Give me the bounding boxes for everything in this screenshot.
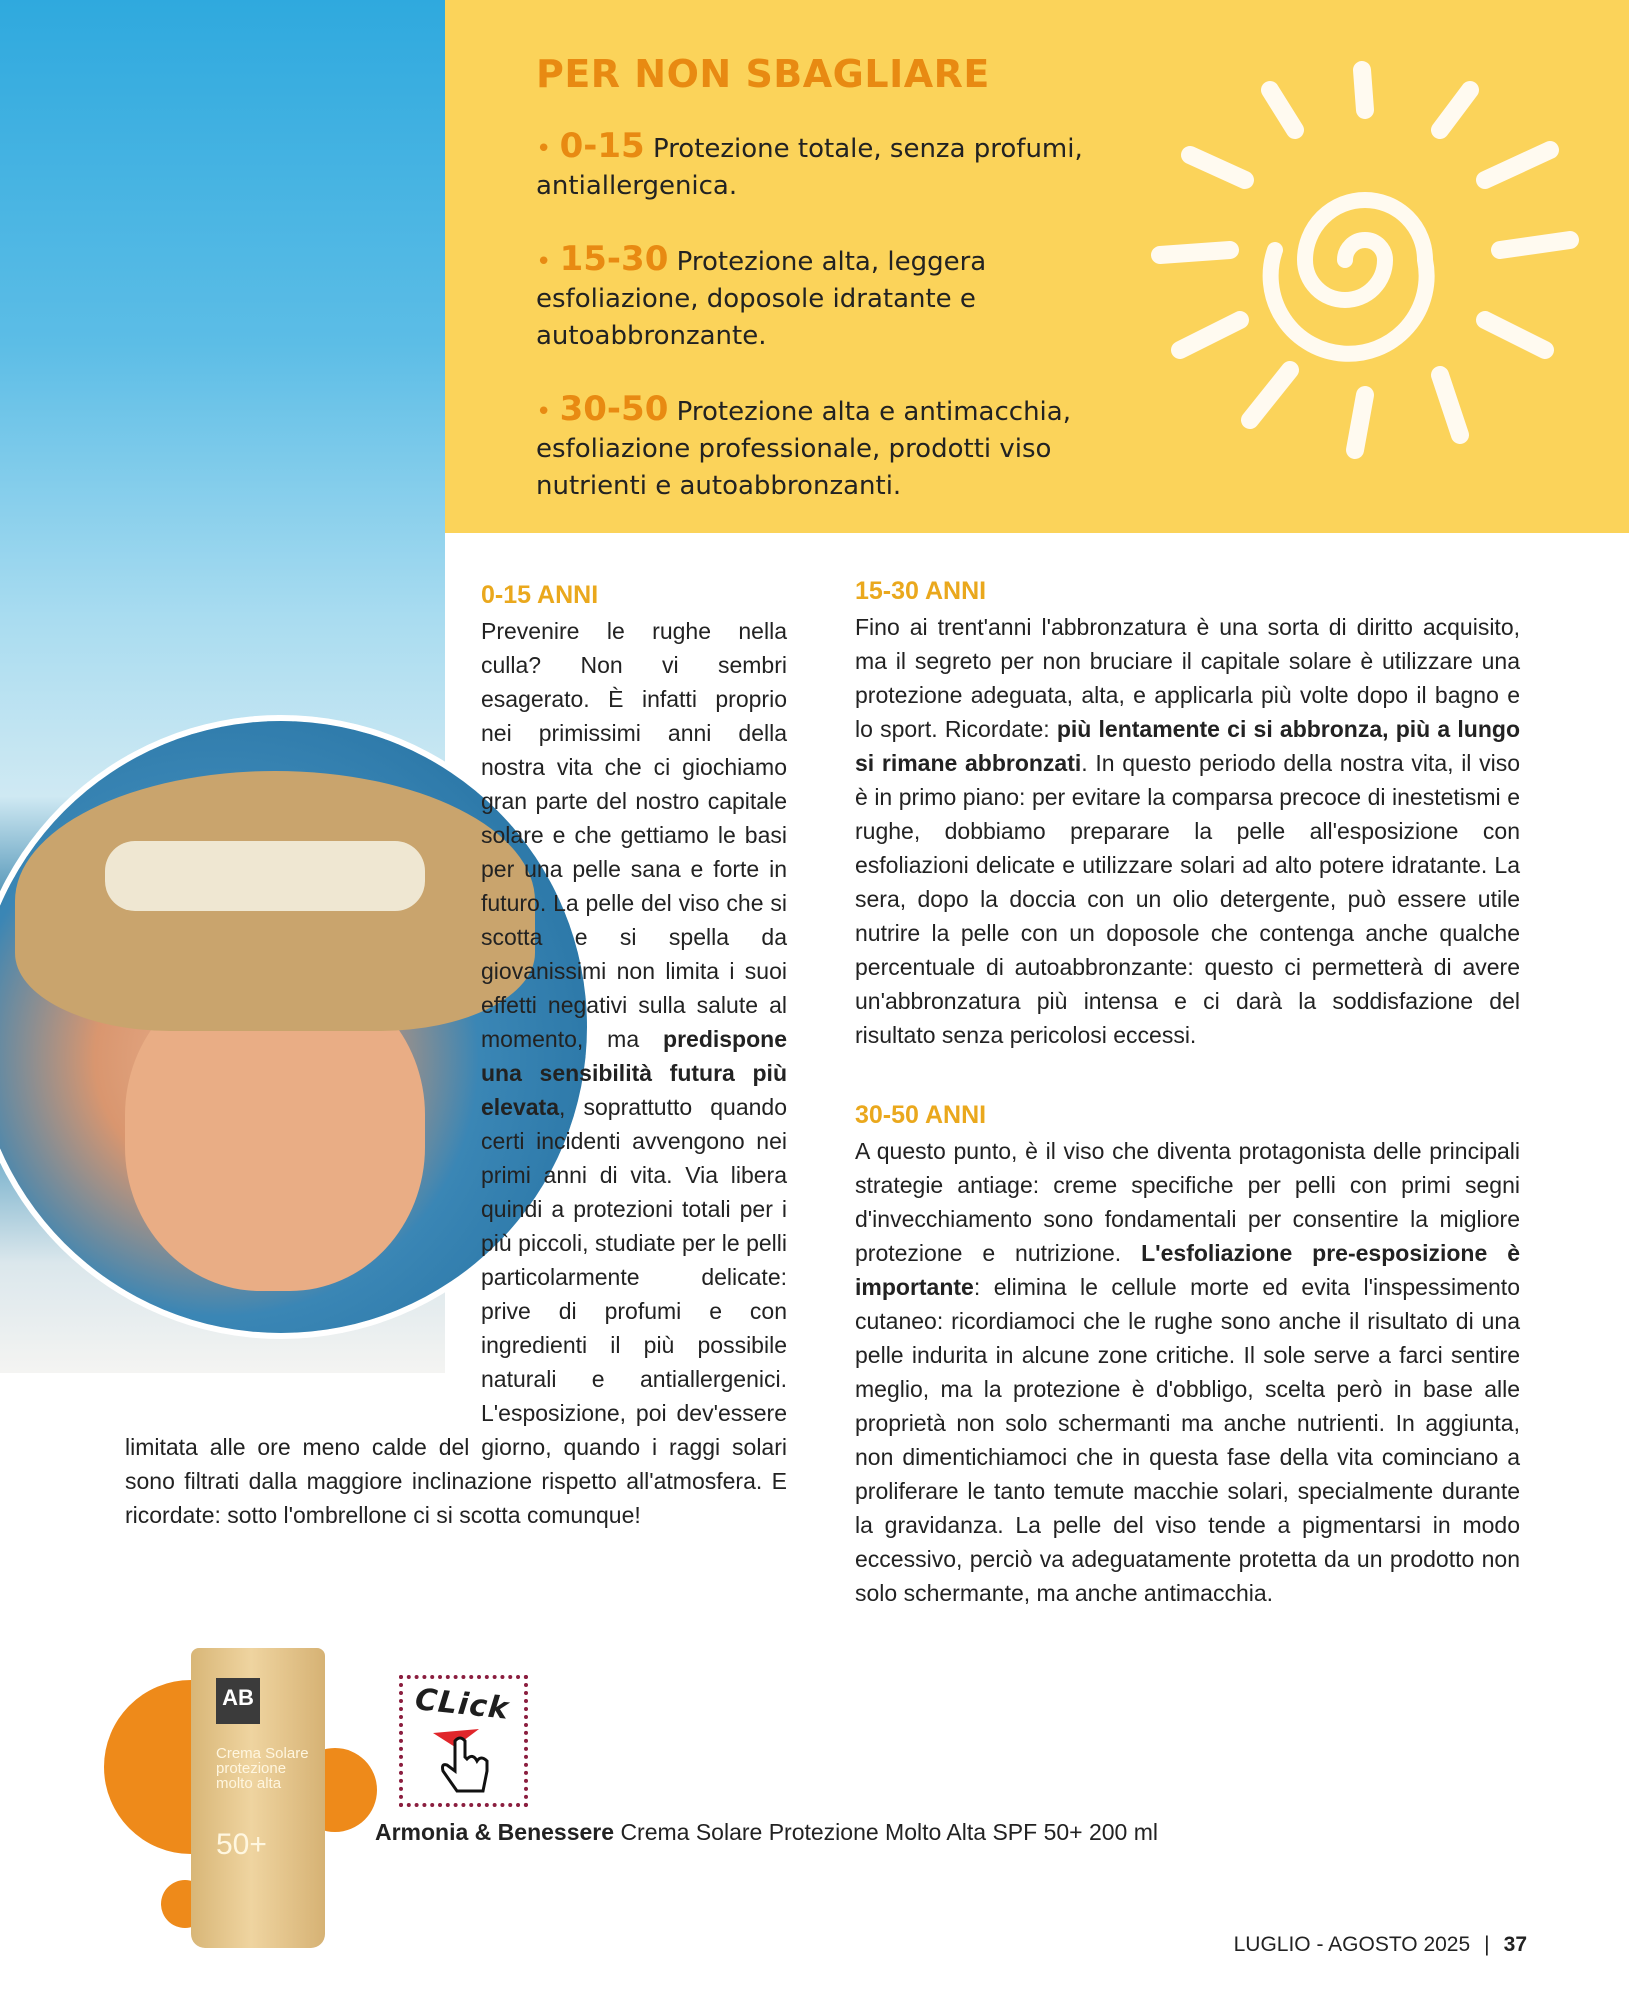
- product-caption: [375, 1815, 1158, 1849]
- section-15-30: [855, 574, 1520, 1052]
- tip-item: • 15-30 Protezione alta, leggera esfoliazione, doposole idratante e autoabbronzante.: [536, 239, 987, 351]
- tip-text: Protezione alta, leggera esfoliazione, doposole idratante e autoabbronzante.: [536, 247, 987, 351]
- body-bold: più lentamente ci si abbronza, più a lungo si rimane abbronzati: [855, 716, 1520, 776]
- tips-title: PER NON SBAGLIARE: [536, 52, 990, 96]
- section-heading: 0-15 ANNI: [481, 581, 599, 609]
- click-label: CLick: [413, 1682, 511, 1727]
- product-brand: Armonia & Benessere: [375, 1819, 615, 1845]
- body-bold: predispone una sensibilità futura più elevata: [481, 1026, 787, 1120]
- section-30-50: [855, 1098, 1520, 1610]
- footer-separator: |: [1484, 1933, 1490, 1956]
- tip-item: • 30-50 Protezione alta e antimacchia, esfoliazione professionale, prodotti viso nutrienti e autoabbronzanti.: [536, 389, 1071, 501]
- body-text: , soprattutto quando certi incidenti avvengono nei primi anni di vita. Via libera quindi a protezioni totali per i più piccoli, studiate per le pelli particolarmente delicate: prive di profumi e con ingredienti il più possibile naturali e antiallergenici. L'esposizione, poi dev'essere limitata alle ore meno calde del giorno, quando i raggi solari sono filtrati dalla maggiore inclinazione rispetto all'atmosfera. E ricordate: sotto l'ombrellone ci si scotta comunque!: [125, 1094, 787, 1528]
- issue-date: LUGLIO - AGOSTO 2025: [1233, 1933, 1471, 1956]
- tip-range: 0-15: [559, 126, 645, 166]
- section-heading: 15-30 ANNI: [855, 577, 987, 605]
- section-body: [855, 1134, 1520, 1610]
- tip-item: • 0-15 Protezione totale, senza profumi, antiallergenica.: [536, 126, 1083, 201]
- right-column: [855, 574, 1520, 1610]
- body-text: . In questo periodo della nostra vita, il viso è in primo piano: per evitare la comparsa precoce di inestetismi e rughe, dobbiamo preparare la pelle all'esposizione con esfoliazioni delicate e utilizzare solari ad alto potere idratante. La sera, dopo la doccia con un olio detergente, può essere utile nutrire la pelle con un doposole che contenga anche qualche percentuale di autoabbronzante: questo ci permetterà di avere un'abbronzatura più intensa e ci darà la soddisfazione del risultato senza pericolosi eccessi.: [855, 750, 1521, 1048]
- product-image[interactable]: [191, 1648, 325, 1948]
- page-number: 37: [1503, 1933, 1527, 1956]
- tube-spf: 50+: [216, 1828, 267, 1861]
- body-text: A questo punto, è il viso che diventa protagonista delle principali strategie antiage: creme specifiche per pelli con primi segni d'invecchiamento sono fondamentali per consentire la migliore protezione e nutrizione.: [855, 1138, 1520, 1266]
- tips-list: [536, 128, 1096, 541]
- tip-text: Protezione alta e antimacchia, esfoliazione professionale, prodotti viso nutrienti e autoabbronzanti.: [536, 397, 1071, 501]
- tip-text: Protezione totale, senza profumi, antiallergenica.: [536, 134, 1083, 201]
- brand-logo: AB: [216, 1678, 260, 1724]
- section-0-15: [125, 578, 787, 1532]
- section-body: [855, 610, 1520, 1052]
- section-heading: 30-50 ANNI: [855, 1101, 987, 1129]
- hand-pointer-icon: [431, 1727, 501, 1797]
- tip-range: 30-50: [559, 389, 669, 429]
- body-bold: L'esfoliazione pre-esposizione è importante: [855, 1240, 1520, 1300]
- body-text: Prevenire le rughe nella culla? Non vi sembri esagerato. È infatti proprio nei primissimi anni della nostra vita che ci giochiamo gran parte del nostro capitale solare e che gettiamo le basi per una pelle sana e forte in futuro. La pelle del viso che si scotta e si spella da giovanissimi non limita i suoi effetti negativi sulla salute al momento, ma: [481, 618, 787, 1052]
- cream-sun-image: [1140, 50, 1590, 470]
- click-button[interactable]: [399, 1675, 528, 1807]
- tube-label: Crema Solare protezione molto alta: [216, 1745, 309, 1792]
- body-text: Fino ai trent'anni l'abbronzatura è una sorta di diritto acquisito, ma il segreto per non bruciare il capitale solare è utilizzare una protezione adeguata, alta, e applicarla più volte dopo il bagno e lo sport. Ricordate:: [855, 614, 1520, 742]
- page-footer: [1234, 1933, 1527, 1957]
- body-text: : elimina le cellule morte ed evita l'inspessimento cutaneo: ricordiamoci che le rughe sono anche il risultato di una pelle indurita in alcune zone critiche. Il sole serve a farci sentire meglio, ma la protezione è d'obbligo, scelta però in base alle proprietà non solo schermanti ma anche nutrienti. In aggiunta, non dimentichiamoci che in questa fase della vita cominciano a proliferare le tanto temute macchie solari, specialmente durante la gravidanza. La pelle del viso tende a pigmentarsi in modo eccessivo, perciò va adeguatamente protetta da un prodotto non solo schermante, ma anche antimacchia.: [855, 1274, 1520, 1606]
- product-name: Crema Solare Protezione Molto Alta SPF 50+ 200 ml: [620, 1819, 1159, 1845]
- tip-range: 15-30: [559, 239, 669, 279]
